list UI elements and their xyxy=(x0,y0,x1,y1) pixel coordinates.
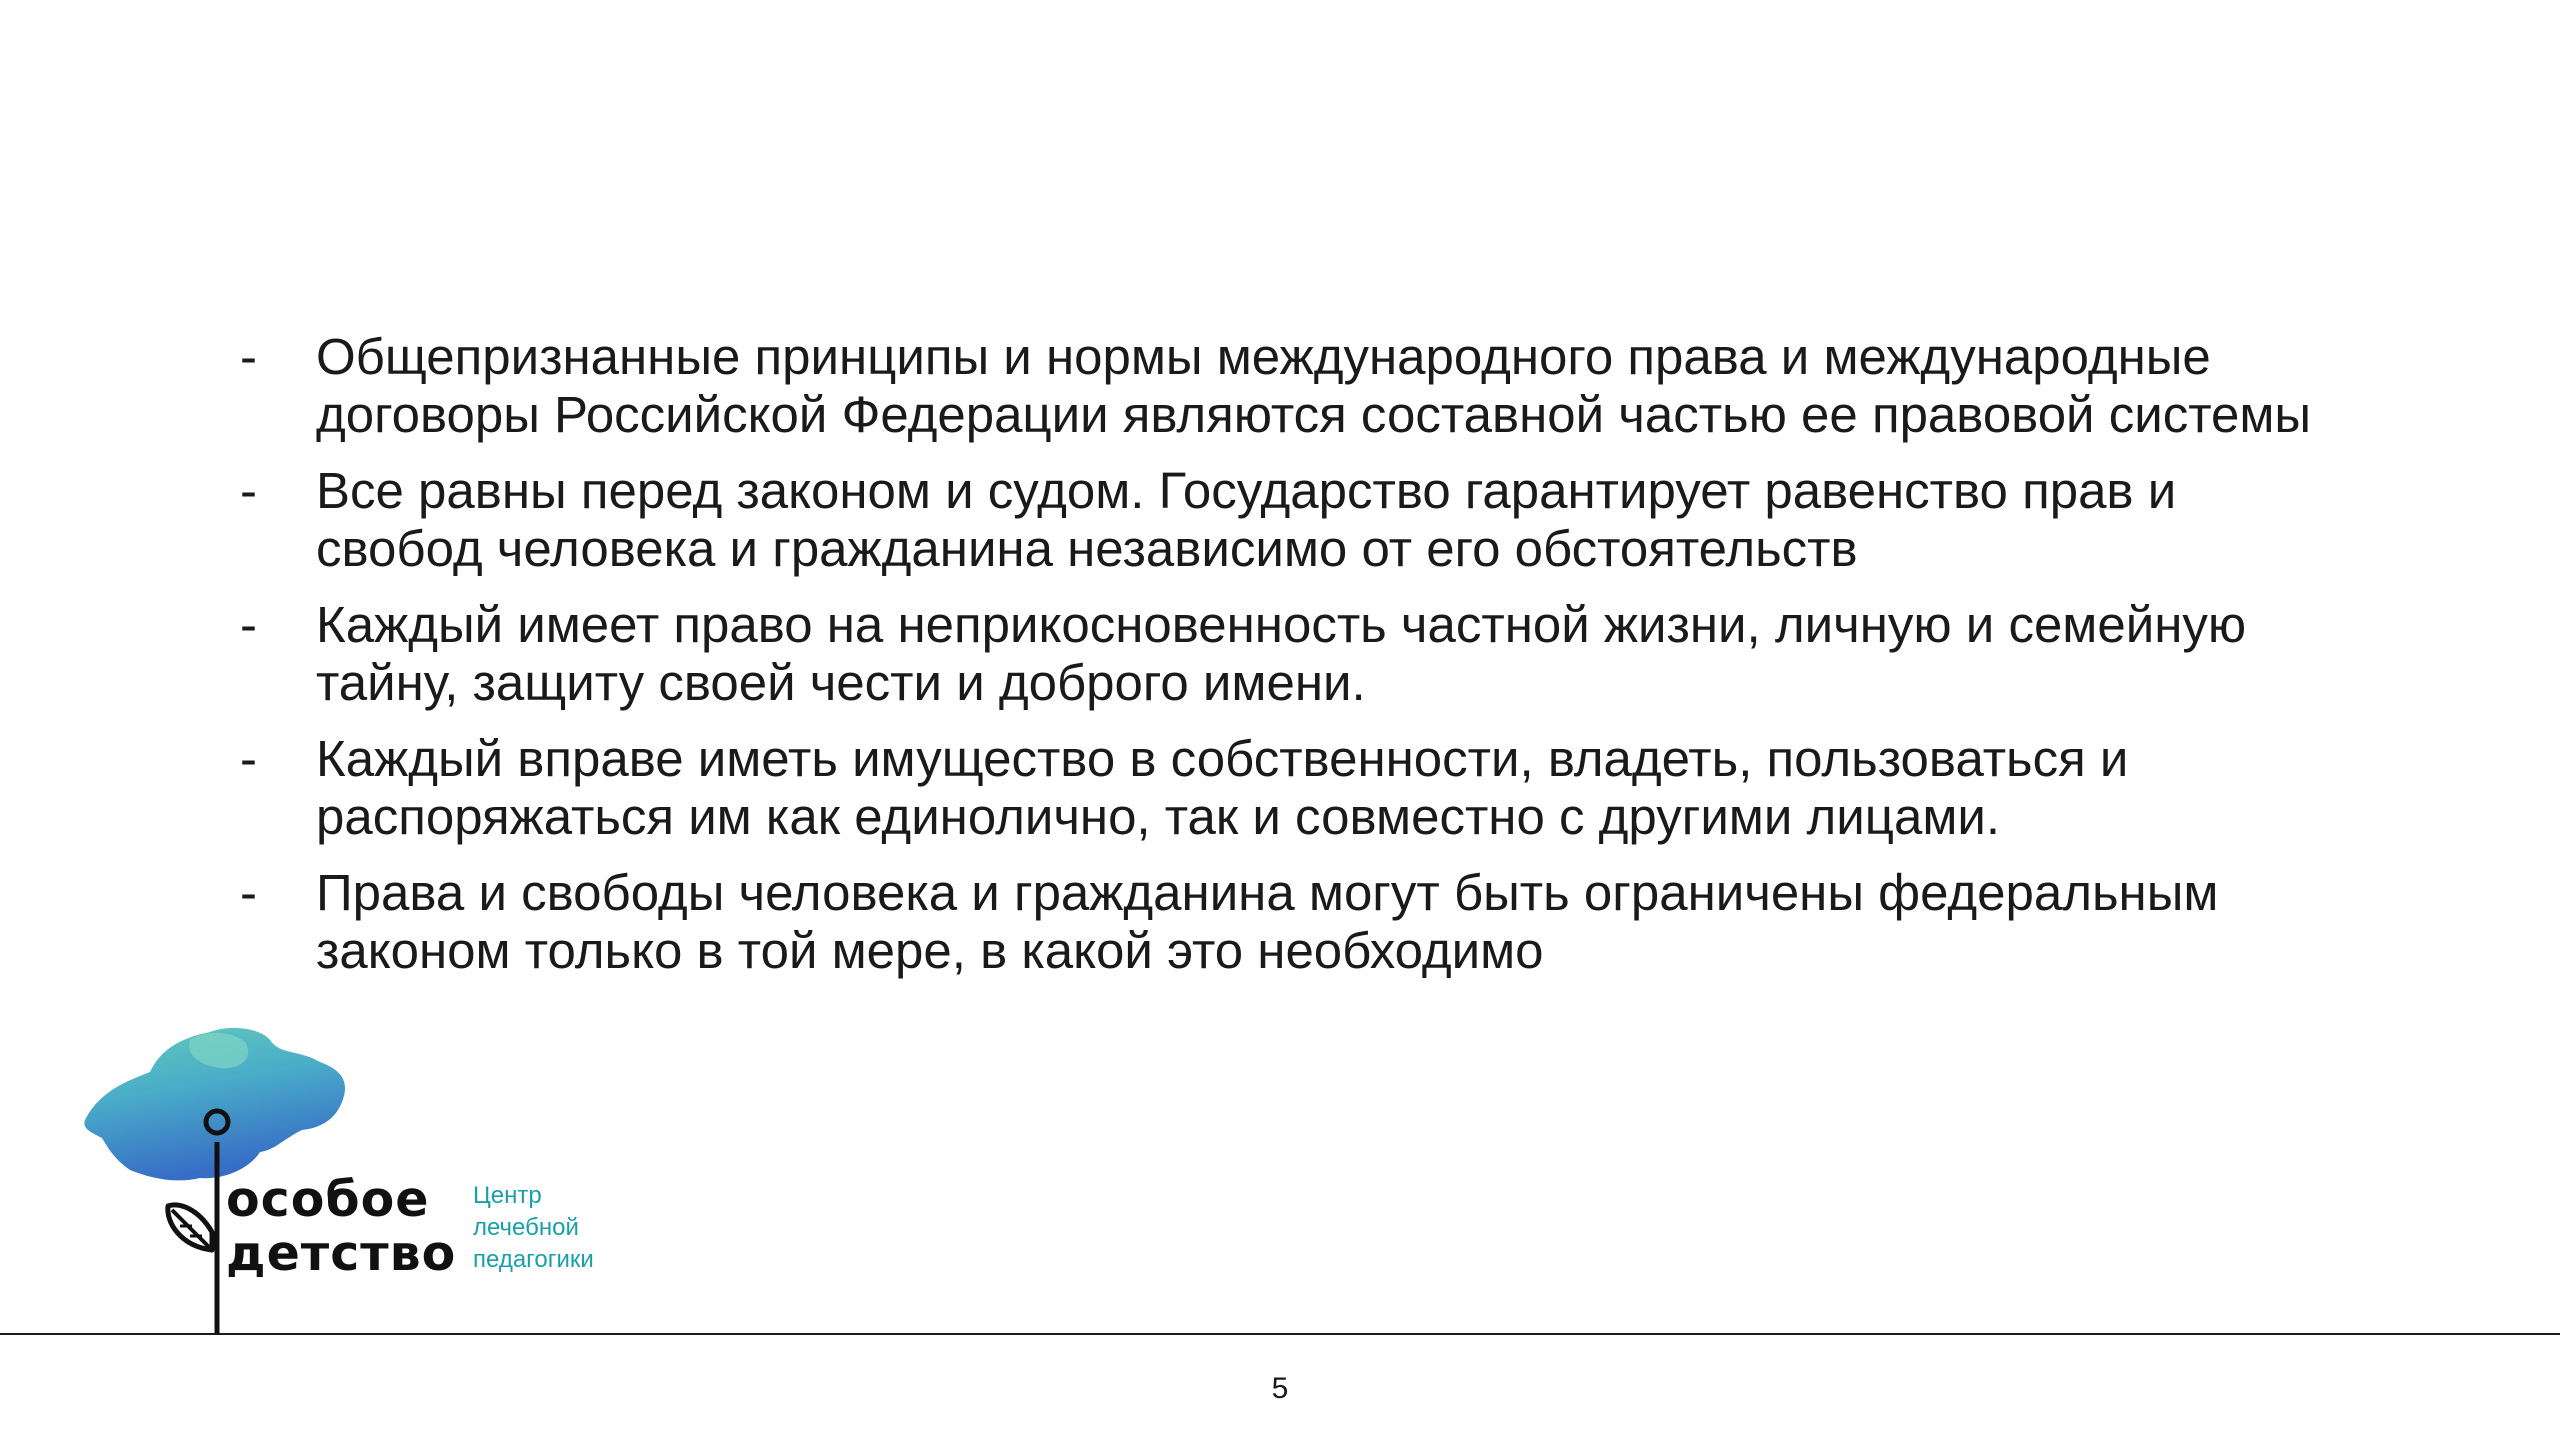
organization-logo xyxy=(80,1010,640,1340)
bullet-marker: - xyxy=(240,328,257,385)
bullet-item xyxy=(240,596,2340,712)
logo-subtitle-line-1: Центр xyxy=(473,1182,542,1209)
bullet-marker: - xyxy=(240,730,257,787)
bullet-marker: - xyxy=(240,462,257,519)
bullet-item xyxy=(240,730,2340,846)
bullet-item xyxy=(240,864,2340,980)
bullet-text: Каждый вправе иметь имущество в собственности, владеть, пользоваться и распоряжаться им как единолично, так и совместно с другими лицами. xyxy=(316,730,2129,845)
page-number: 5 xyxy=(1271,1372,1289,1405)
bullet-list xyxy=(240,328,2340,998)
footer-divider xyxy=(0,1333,2560,1335)
bullet-item xyxy=(240,462,2340,578)
bullet-text: Общепризнанные принципы и нормы международного права и международные договоры Российской Федерации являются составной частью ее правовой системы xyxy=(316,328,2312,443)
bullet-marker: - xyxy=(240,864,257,921)
bullet-item xyxy=(240,328,2340,444)
logo-name-line-2: детство xyxy=(226,1225,457,1282)
logo-subtitle-line-3: педагогики xyxy=(473,1246,594,1273)
bullet-text: Права и свободы человека и гражданина могут быть ограничены федеральным законом только в той мере, в какой это необходимо xyxy=(316,864,2219,979)
leaf-icon xyxy=(168,1205,212,1250)
logo-subtitle-line-2: лечебной xyxy=(473,1214,579,1241)
logo-name-line-1: особое xyxy=(226,1171,430,1228)
bullet-text: Каждый имеет право на неприкосновенность частной жизни, личную и семейную тайну, защиту своей чести и доброго имени. xyxy=(316,596,2247,711)
bullet-marker: - xyxy=(240,596,257,653)
bullet-text: Все равны перед законом и судом. Государство гарантирует равенство прав и свобод человека и гражданина независимо от его обстоятельств xyxy=(316,462,2177,577)
